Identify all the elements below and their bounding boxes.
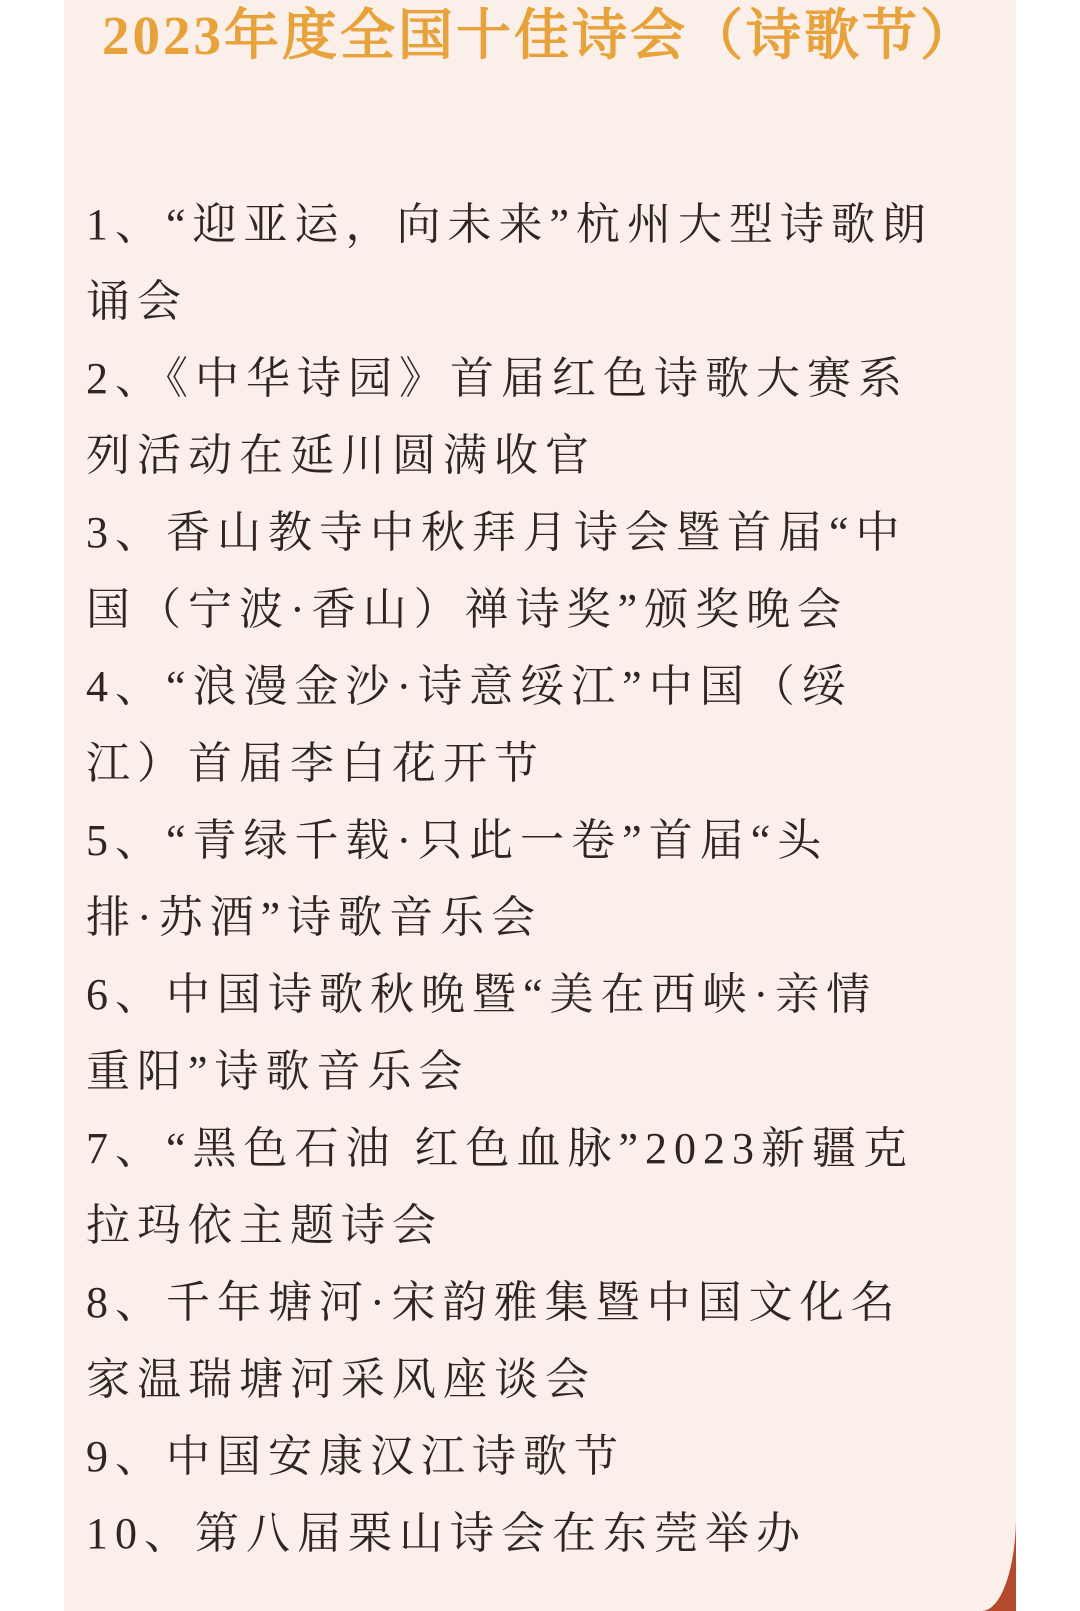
- list-item-line: 10、第八届栗山诗会在东莞举办: [86, 1509, 807, 1558]
- list-item-line: 7、“黑色石油 红色血脉”2023新疆克: [86, 1124, 915, 1173]
- list-item-line: 6、中国诗歌秋晚暨“美在西峡·亲情: [86, 970, 878, 1019]
- list-item-line: 江）首届李白花开节: [86, 739, 545, 788]
- list-item-line: 1、“迎亚运，向未来”杭州大型诗歌朗: [86, 200, 934, 249]
- list-item-line: 排·苏酒”诗歌音乐会: [86, 893, 543, 942]
- list-item-line: 诵会: [86, 277, 188, 326]
- list-item-line: 国（宁波·香山）禅诗奖”颁奖晚会: [86, 585, 849, 634]
- list-item-line: 8、千年塘河·宋韵雅集暨中国文化名: [86, 1278, 902, 1327]
- page-title: 2023年度全国十佳诗会（诗歌节）: [101, 5, 978, 66]
- list-item-line: 3、香山教寺中秋拜月诗会暨首届“中: [86, 508, 907, 557]
- list-item-line: 4、“浪漫金沙·诗意绥江”中国（绥: [86, 662, 853, 711]
- list-item-line: 列活动在延川圆满收官: [86, 431, 596, 480]
- list-item-line: 重阳”诗歌音乐会: [86, 1047, 470, 1096]
- list-item-line: 拉玛依主题诗会: [86, 1201, 443, 1250]
- content-panel: [64, 0, 1016, 1611]
- list-item-line: 2、《中华诗园》首届红色诗歌大赛系: [86, 354, 909, 403]
- poetry-list: [64, 186, 1016, 1572]
- list-item-line: 5、“青绿千载·只此一卷”首届“头: [86, 816, 829, 865]
- list-item-line: 9、中国安康汉江诗歌节: [86, 1432, 625, 1481]
- list-item-line: 家温瑞塘河采风座谈会: [86, 1355, 596, 1404]
